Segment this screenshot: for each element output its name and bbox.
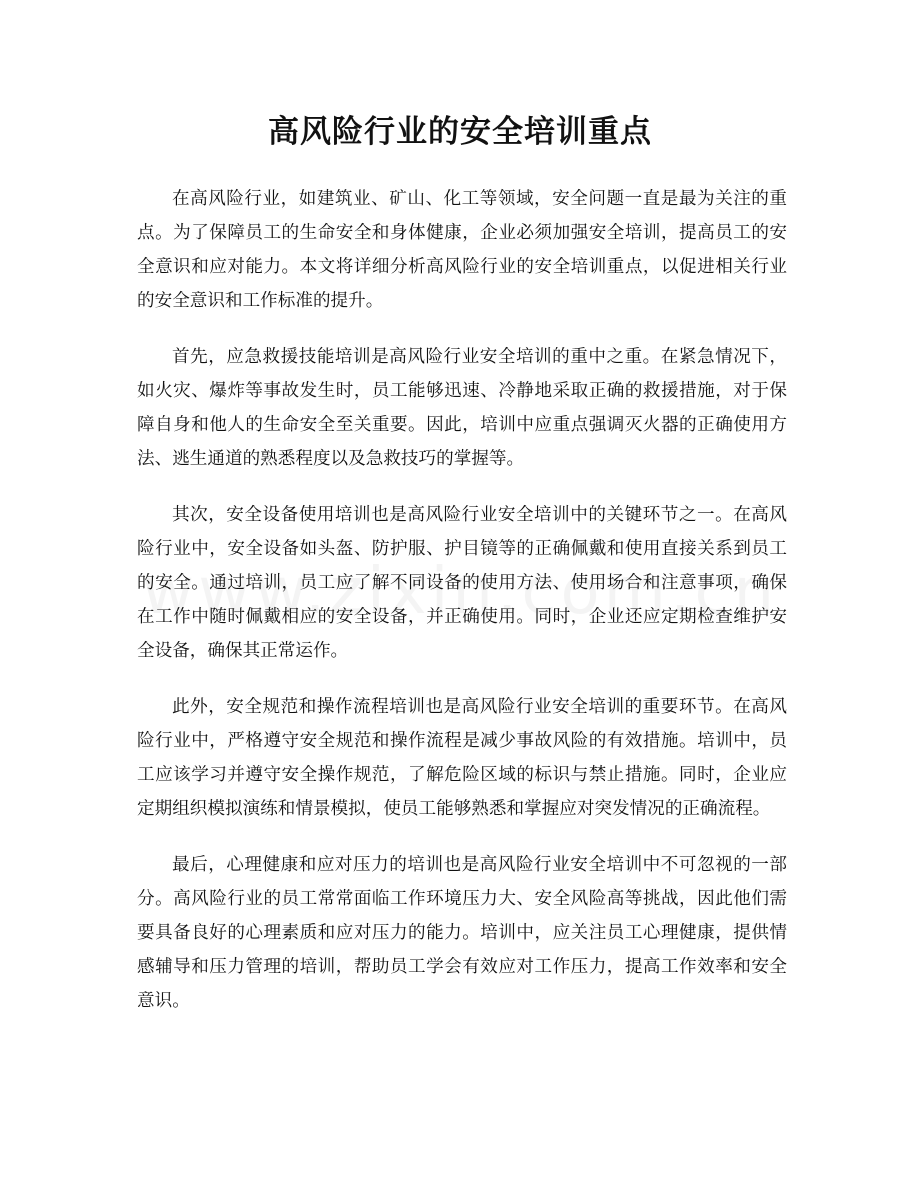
document-title: 高风险行业的安全培训重点: [268, 114, 652, 150]
paragraph-intro: 在高风险行业，如建筑业、矿山、化工等领域，安全问题一直是最为关注的重点。为了保障员工的生命安全和身体健康，企业必须加强安全培训，提高员工的安全意识和应对能力。本文将详细分析高风险行业的安全培训重点，以促进相关行业的安全意识和工作标准的提升。: [137, 189, 787, 311]
document-body: [137, 182, 787, 1040]
paragraph-safety-equipment: 其次，安全设备使用培训也是高风险行业安全培训中的关键环节之一。在高风险行业中，安全设备如头盔、防护服、护目镜等的正确佩戴和使用直接关系到员工的安全。通过培训，员工应了解不同设备的使用方法、使用场合和注意事项，确保在工作中随时佩戴相应的安全设备，并正确使用。同时，企业还应定期检查维护安全设备，确保其正常运作。: [137, 505, 787, 661]
paragraph-emergency-rescue: 首先，应急救援技能培训是高风险行业安全培训的重中之重。在紧急情况下，如火灾、爆炸等事故发生时，员工能够迅速、冷静地采取正确的救援措施，对于保障自身和他人的生命安全至关重要。因此，培训中应重点强调灭火器的正确使用方法、逃生通道的熟悉程度以及急救技巧的掌握等。: [137, 347, 787, 469]
paragraph-mental-health: 最后，心理健康和应对压力的培训也是高风险行业安全培训中不可忽视的一部分。高风险行业的员工常常面临工作环境压力大、安全风险高等挑战，因此他们需要具备良好的心理素质和应对压力的能力。培训中，应关注员工心理健康，提供情感辅导和压力管理的培训，帮助员工学会有效应对工作压力，提高工作效率和安全意识。: [137, 855, 787, 1011]
paragraph-safety-procedures: 此外，安全规范和操作流程培训也是高风险行业安全培训的重要环节。在高风险行业中，严格遵守安全规范和操作流程是减少事故风险的有效措施。培训中，员工应该学习并遵守安全操作规范，了解危险区域的标识与禁止措施。同时，企业应定期组织模拟演练和情景模拟，使员工能够熟悉和掌握应对突发情况的正确流程。: [137, 697, 787, 819]
